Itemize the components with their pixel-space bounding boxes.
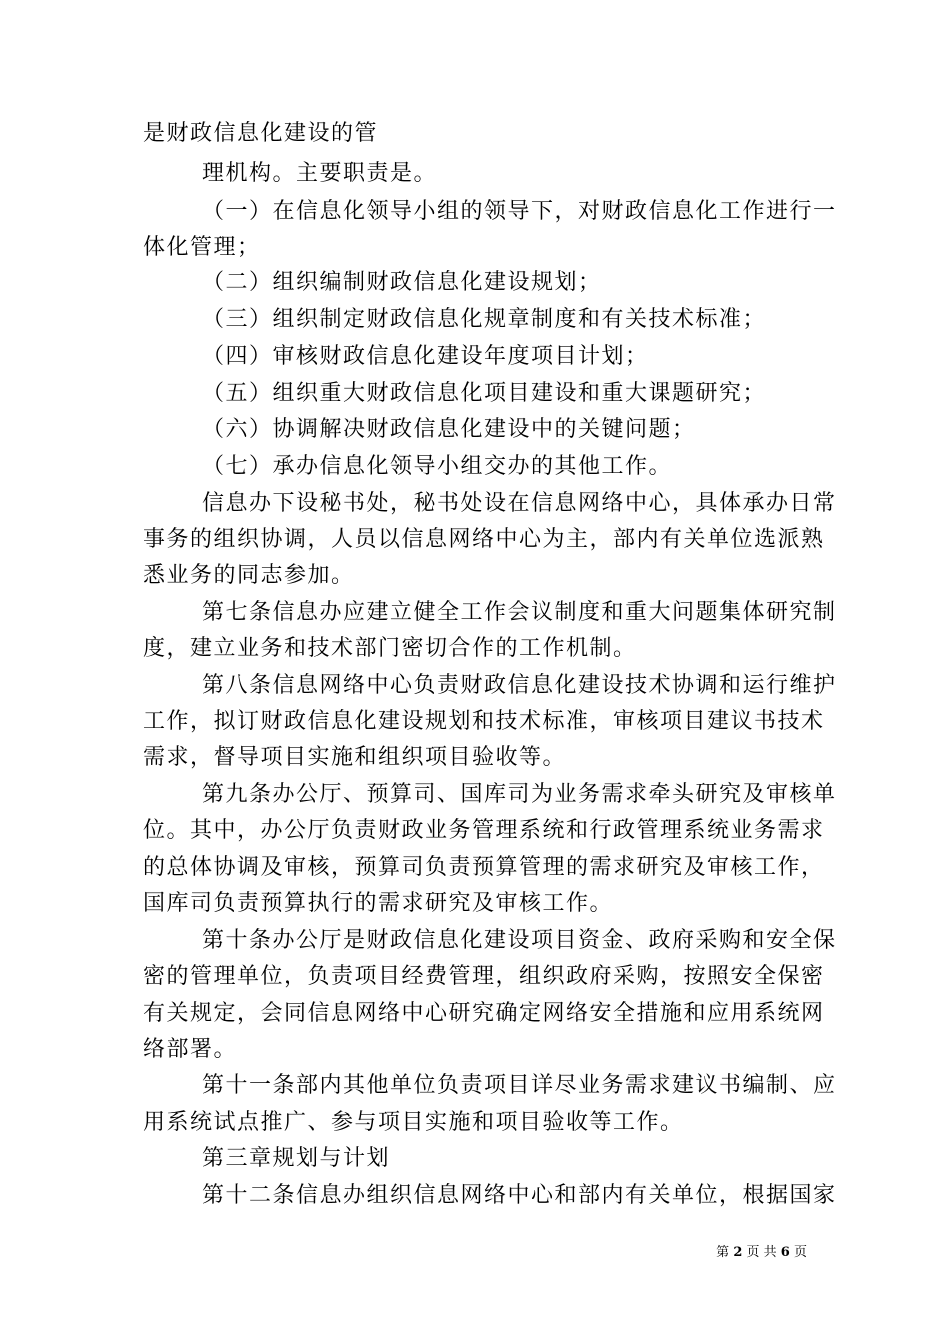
text-line: 第十二条信息办组织信息网络中心和部内有关单位，根据国家 bbox=[202, 1183, 837, 1208]
text-line: 位。其中，办公厅负责财政业务管理系统和行政管理系统业务需求 bbox=[143, 818, 825, 843]
text-line: （五）组织重大财政信息化项目建设和重大课题研究； bbox=[202, 381, 767, 406]
text-line: 第十条办公厅是财政信息化建设项目资金、政府采购和安全保 bbox=[202, 928, 837, 953]
current-page-number: 2 bbox=[733, 1245, 743, 1260]
text-line: 密的管理单位，负责项目经费管理，组织政府采购，按照安全保密 bbox=[143, 964, 825, 989]
footer-middle: 页 共 bbox=[746, 1245, 777, 1260]
text-line: 度，建立业务和技术部门密切合作的工作机制。 bbox=[143, 636, 637, 661]
text-line: 信息办下设秘书处，秘书处设在信息网络中心，具体承办日常 bbox=[202, 491, 837, 516]
text-line: 用系统试点推广、参与项目实施和项目验收等工作。 bbox=[143, 1110, 684, 1135]
text-line: （二）组织编制财政信息化建设规划； bbox=[202, 270, 602, 295]
text-line: 事务的组织协调，人员以信息网络中心为主，部内有关单位选派熟 bbox=[143, 527, 825, 552]
text-line: （三）组织制定财政信息化规章制度和有关技术标准； bbox=[202, 307, 767, 332]
text-line: （一）在信息化领导小组的领导下，对财政信息化工作进行一 bbox=[202, 199, 837, 224]
text-line: 的总体协调及审核，预算司负责预算管理的需求研究及审核工作， bbox=[143, 855, 825, 880]
text-line: 络部署。 bbox=[143, 1037, 238, 1062]
text-line: 理机构。主要职责是。 bbox=[202, 161, 438, 186]
text-line: 悉业务的同志参加。 bbox=[143, 563, 355, 588]
total-page-number: 6 bbox=[780, 1245, 790, 1260]
text-line: 工作，拟订财政信息化建设规划和技术标准，审核项目建议书技术 bbox=[143, 709, 825, 734]
footer-prefix: 第 bbox=[716, 1245, 730, 1260]
text-line: 第九条办公厅、预算司、国库司为业务需求牵头研究及审核单 bbox=[202, 782, 837, 807]
text-line: （七）承办信息化领导小组交办的其他工作。 bbox=[202, 454, 673, 479]
text-line: （四）审核财政信息化建设年度项目计划； bbox=[202, 344, 649, 369]
text-line: 第十一条部内其他单位负责项目详尽业务需求建议书编制、应 bbox=[202, 1073, 837, 1098]
text-line: 第八条信息网络中心负责财政信息化建设技术协调和运行维护 bbox=[202, 673, 837, 698]
text-line: 体化管理； bbox=[143, 235, 261, 260]
text-line: 有关规定，会同信息网络中心研究确定网络安全措施和应用系统网 bbox=[143, 1001, 825, 1026]
text-line: 需求，督导项目实施和组织项目验收等。 bbox=[143, 745, 567, 770]
footer-suffix: 页 bbox=[793, 1245, 807, 1260]
text-line: （六）协调解决财政信息化建设中的关键问题； bbox=[202, 417, 696, 442]
section-heading: 第三章规划与计划 bbox=[202, 1146, 391, 1171]
page-footer bbox=[716, 1244, 807, 1262]
text-line: 第七条信息办应建立健全工作会议制度和重大问题集体研究制 bbox=[202, 600, 837, 625]
text-line: 是财政信息化建设的管 bbox=[143, 121, 379, 146]
text-line: 国库司负责预算执行的需求研究及审核工作。 bbox=[143, 891, 614, 916]
